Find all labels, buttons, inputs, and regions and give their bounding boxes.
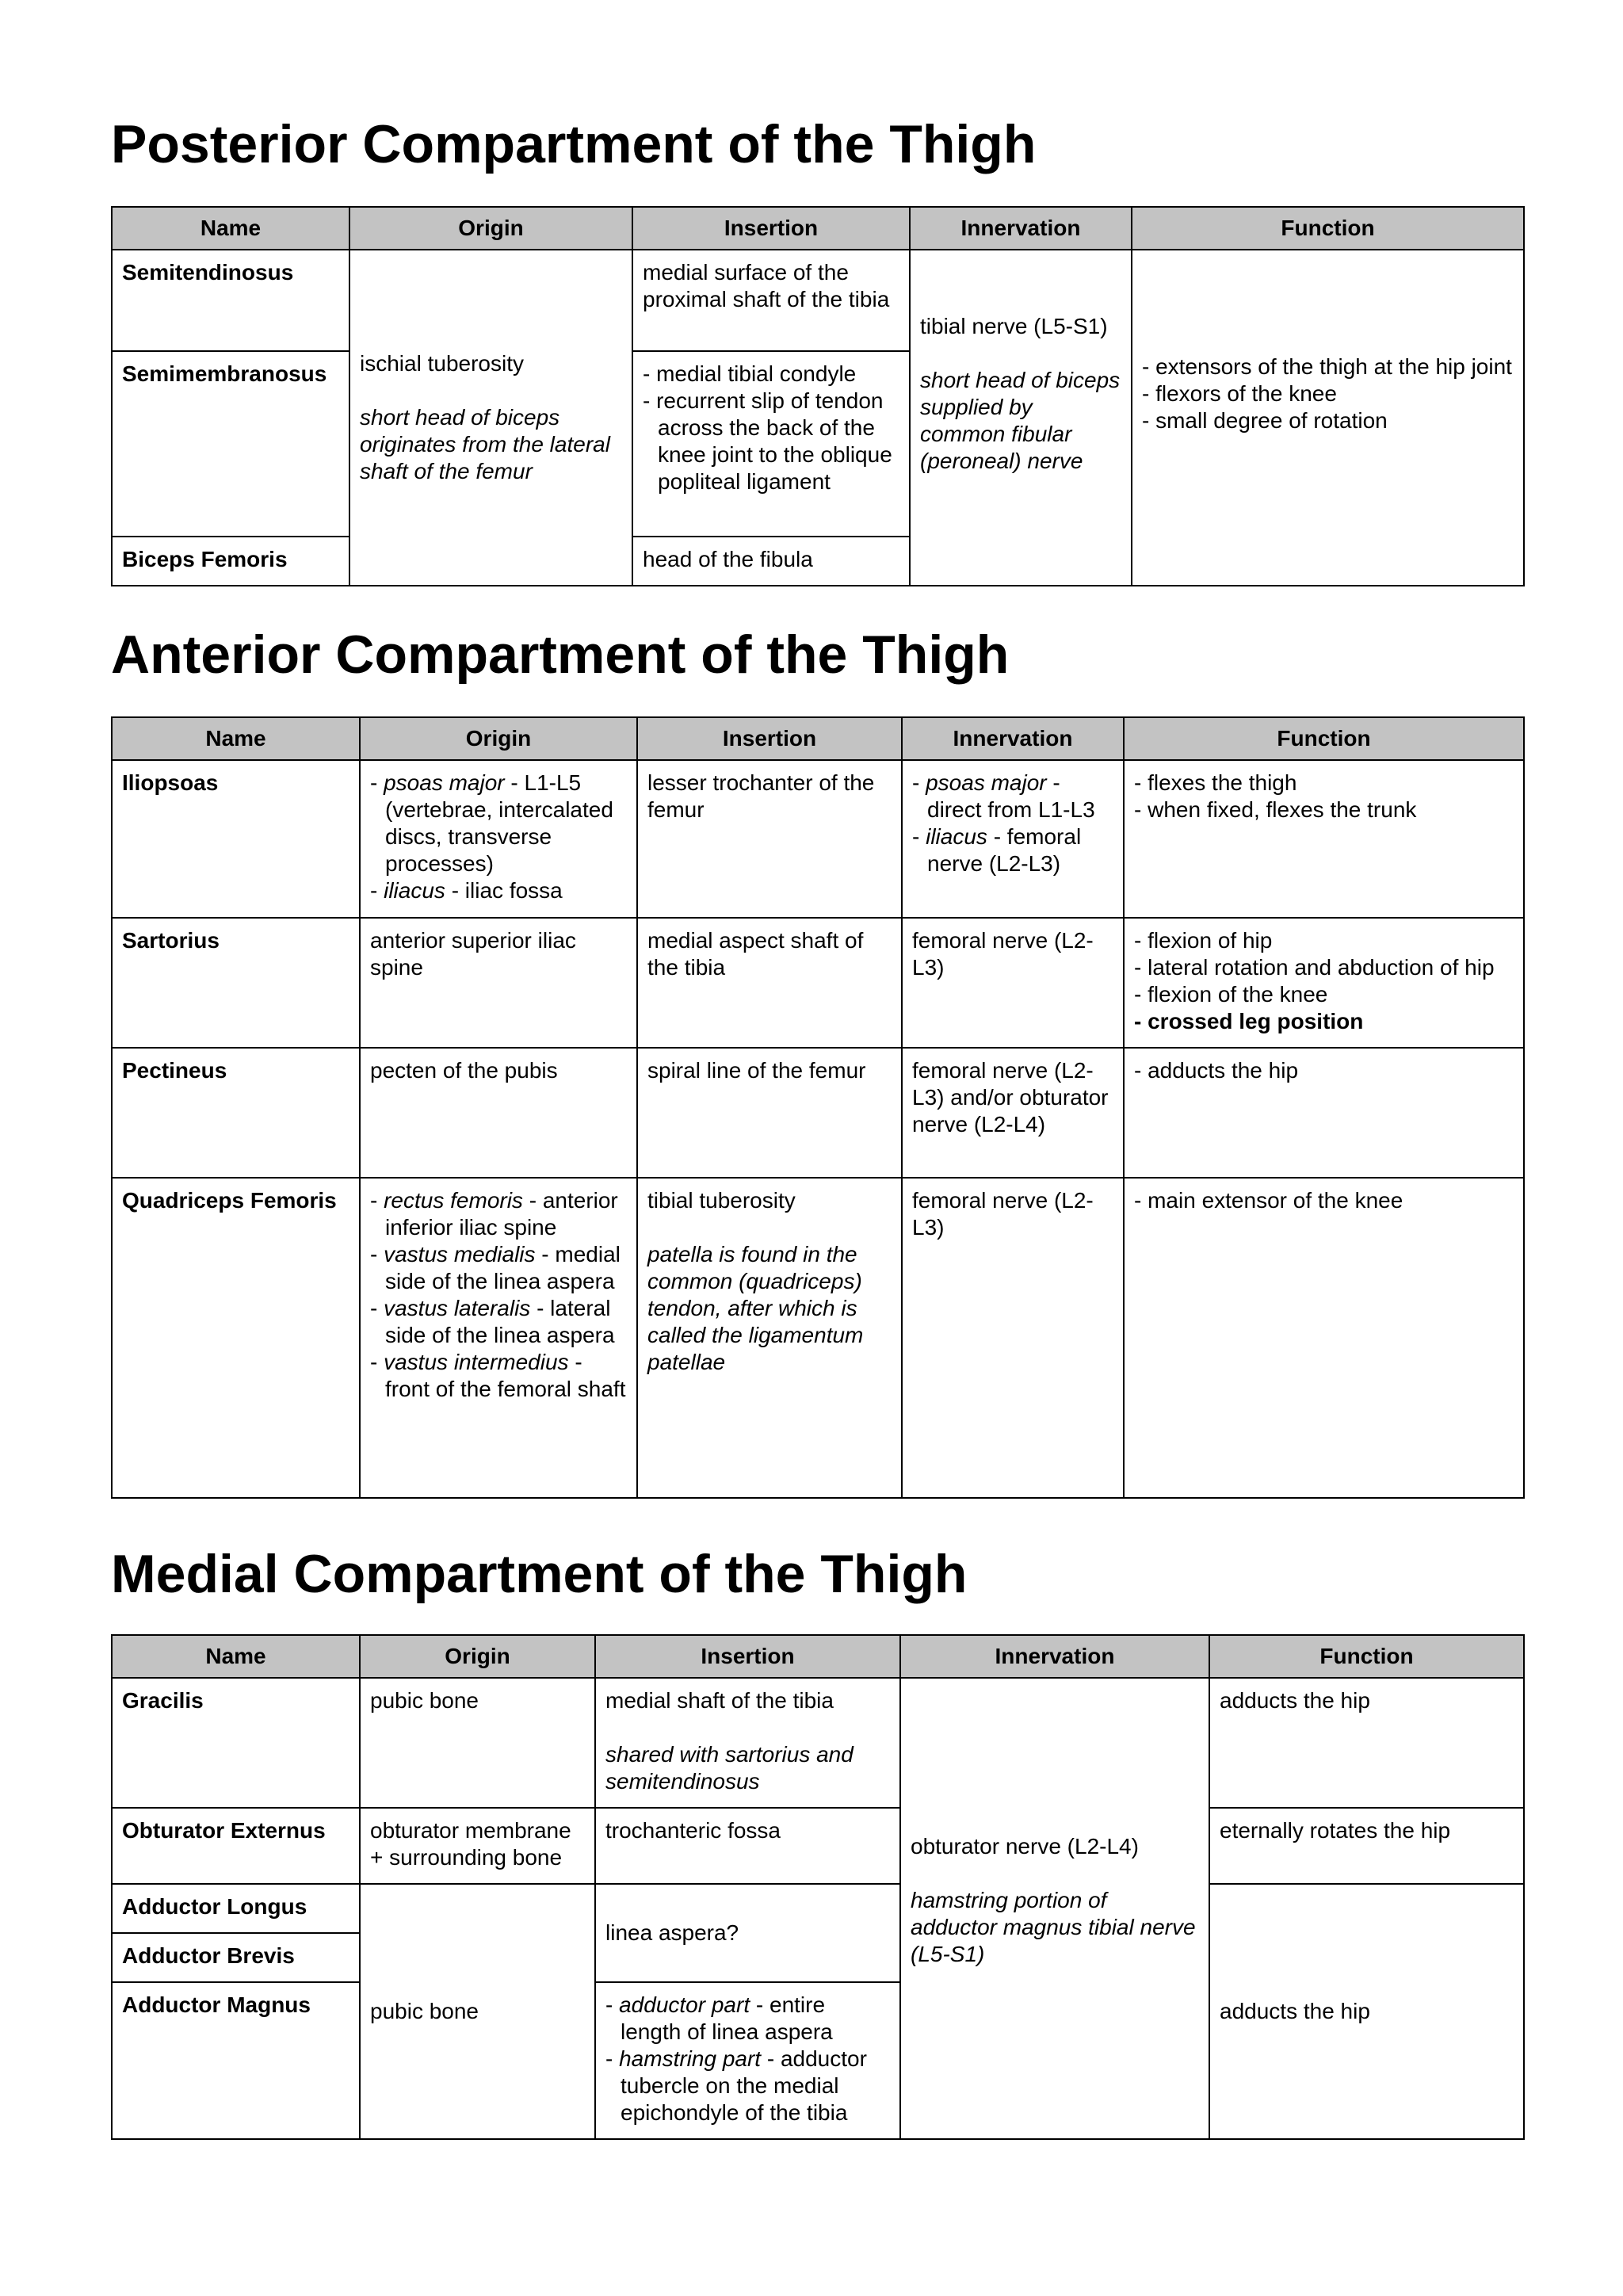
function-item-emphasis: - crossed leg position bbox=[1134, 1008, 1514, 1035]
muscle-name: Gracilis bbox=[112, 1678, 360, 1808]
posterior-table bbox=[111, 206, 1525, 586]
origin-part: iliacus bbox=[384, 878, 445, 903]
insertion-item: - medial tibial condyle bbox=[643, 361, 899, 388]
header-function: Function bbox=[1132, 207, 1524, 250]
medial-innervation-cell bbox=[900, 1678, 1209, 2139]
header-name: Name bbox=[112, 1635, 360, 1678]
function-cell bbox=[1124, 1048, 1524, 1178]
muscle-name: Quadriceps Femoris bbox=[112, 1178, 360, 1498]
header-function: Function bbox=[1124, 717, 1524, 760]
medial-table bbox=[111, 1634, 1525, 2140]
innervation-item bbox=[912, 823, 1113, 877]
posterior-title: Posterior Compartment of the Thigh bbox=[111, 114, 1037, 174]
origin-text: pubic bone bbox=[360, 1678, 595, 1808]
origin-part: psoas major bbox=[384, 770, 505, 795]
insertion-text: medial shaft of the tibia bbox=[605, 1688, 834, 1713]
origin-detail: - L1-L5 (vertebrae, intercalated discs, transverse processes) bbox=[385, 770, 613, 876]
innervation-note: short head of biceps supplied by common fibular (peroneal) nerve bbox=[920, 368, 1121, 473]
origin-text: obturator membrane + surrounding bone bbox=[360, 1808, 595, 1884]
function-text: eternally rotates the hip bbox=[1209, 1808, 1524, 1884]
medial-table-wrap bbox=[111, 1634, 1523, 2140]
origin-cell bbox=[360, 1178, 637, 1498]
muscle-name: Sartorius bbox=[112, 918, 360, 1048]
origin-text: pecten of the pubis bbox=[360, 1048, 637, 1178]
header-innervation: Innervation bbox=[900, 1635, 1209, 1678]
header-function: Function bbox=[1209, 1635, 1524, 1678]
medial-section bbox=[111, 1544, 1523, 1604]
muscle-name: Adductor Brevis bbox=[112, 1933, 360, 1982]
origin-detail: - iliac fossa bbox=[445, 878, 563, 903]
table-row bbox=[112, 1678, 1524, 1808]
innervation-item bbox=[912, 770, 1113, 823]
insertion-cell bbox=[595, 1982, 900, 2139]
function-item: - flexes the thigh bbox=[1134, 770, 1514, 797]
function-item: - extensors of the thigh at the hip joint bbox=[1142, 353, 1514, 380]
innervation-text: obturator nerve (L2-L4) bbox=[911, 1834, 1139, 1859]
innervation-detail: - direct from L1-L3 bbox=[927, 770, 1095, 822]
insertion-detail: - entire length of linea aspera bbox=[621, 1992, 833, 2044]
function-cell bbox=[1124, 1178, 1524, 1498]
table-row bbox=[112, 918, 1524, 1048]
muscle-name: Adductor Longus bbox=[112, 1884, 360, 1933]
muscle-name: Adductor Magnus bbox=[112, 1982, 360, 2139]
function-item: - small degree of rotation bbox=[1142, 407, 1514, 434]
origin-part: rectus femoris bbox=[384, 1188, 523, 1213]
header-origin: Origin bbox=[360, 1635, 595, 1678]
function-item: - flexors of the knee bbox=[1142, 380, 1514, 407]
anterior-header-row bbox=[112, 717, 1524, 760]
posterior-origin-cell bbox=[349, 250, 632, 586]
origin-item bbox=[370, 1349, 627, 1403]
header-origin: Origin bbox=[360, 717, 637, 760]
function-item: - flexion of the knee bbox=[1134, 981, 1514, 1008]
insertion-part: hamstring part bbox=[619, 2046, 762, 2071]
origin-text: anterior superior iliac spine bbox=[360, 918, 637, 1048]
header-innervation: Innervation bbox=[910, 207, 1132, 250]
anterior-table bbox=[111, 716, 1525, 1499]
insertion-cell bbox=[637, 1178, 902, 1498]
innervation-part: psoas major bbox=[926, 770, 1047, 795]
muscle-name: Semimembranosus bbox=[112, 351, 349, 537]
innervation-text: femoral nerve (L2-L3) bbox=[902, 918, 1124, 1048]
function-item: - flexion of hip bbox=[1134, 927, 1514, 954]
origin-item bbox=[370, 877, 627, 904]
anterior-title: Anterior Compartment of the Thigh bbox=[111, 625, 1010, 685]
origin-detail: - medial side of the linea aspera bbox=[385, 1242, 621, 1293]
muscle-name: Biceps Femoris bbox=[112, 537, 349, 586]
insertion-text: spiral line of the femur bbox=[637, 1048, 902, 1178]
insertion-text: tibial tuberosity bbox=[647, 1188, 796, 1213]
innervation-detail: - femoral nerve (L2-L3) bbox=[927, 824, 1082, 876]
insertion-item bbox=[605, 1992, 890, 2046]
insertion-cell bbox=[632, 351, 910, 537]
origin-part: vastus intermedius bbox=[384, 1350, 569, 1374]
function-item: - lateral rotation and abduction of hip bbox=[1134, 954, 1514, 981]
origin-item bbox=[370, 1187, 627, 1241]
insertion-part: adductor part bbox=[619, 1992, 750, 2017]
muscle-name: Pectineus bbox=[112, 1048, 360, 1178]
table-row bbox=[112, 1048, 1524, 1178]
innervation-text: femoral nerve (L2-L3) bbox=[902, 1178, 1124, 1498]
insertion-note: patella is found in the common (quadriceps) tendon, after which is called the ligamentum patellae bbox=[647, 1242, 864, 1374]
insertion-text: head of the fibula bbox=[632, 537, 910, 586]
origin-cell bbox=[360, 760, 637, 918]
function-item: - adducts the hip bbox=[1134, 1057, 1514, 1084]
origin-detail: - lateral side of the linea aspera bbox=[385, 1296, 615, 1347]
function-text: adducts the hip bbox=[1209, 1678, 1524, 1808]
posterior-section bbox=[111, 114, 1523, 174]
origin-detail: - anterior inferior iliac spine bbox=[385, 1188, 618, 1240]
origin-part: vastus lateralis bbox=[384, 1296, 531, 1320]
origin-item bbox=[370, 1295, 627, 1349]
insertion-text: trochanteric fossa bbox=[595, 1808, 900, 1884]
adductors-origin: pubic bone bbox=[360, 1884, 595, 2139]
header-innervation: Innervation bbox=[902, 717, 1124, 760]
table-row bbox=[112, 1884, 1524, 1933]
header-name: Name bbox=[112, 207, 349, 250]
insertion-text: lesser trochanter of the femur bbox=[637, 760, 902, 918]
function-cell bbox=[1124, 760, 1524, 918]
muscle-name: Semitendinosus bbox=[112, 250, 349, 351]
function-item: - main extensor of the knee bbox=[1134, 1187, 1514, 1214]
anterior-section bbox=[111, 625, 1523, 685]
medial-header-row bbox=[112, 1635, 1524, 1678]
origin-text: ischial tuberosity bbox=[360, 351, 524, 376]
innervation-note: hamstring portion of adductor magnus tibial nerve (L5-S1) bbox=[911, 1888, 1196, 1966]
muscle-name: Obturator Externus bbox=[112, 1808, 360, 1884]
insertion-detail: - adductor tubercle on the medial epichondyle of the tibia bbox=[621, 2046, 867, 2125]
header-name: Name bbox=[112, 717, 360, 760]
insertion-text: medial aspect shaft of the tibia bbox=[637, 918, 902, 1048]
insertion-text: medial surface of the proximal shaft of the tibia bbox=[632, 250, 910, 351]
innervation-cell bbox=[902, 760, 1124, 918]
anterior-table-wrap bbox=[111, 716, 1523, 1499]
table-row bbox=[112, 1178, 1524, 1498]
function-cell bbox=[1124, 918, 1524, 1048]
innervation-text: tibial nerve (L5-S1) bbox=[920, 314, 1108, 338]
insertion-item: - recurrent slip of tendon across the back of the knee joint to the oblique popliteal ligament bbox=[643, 388, 899, 495]
innervation-text: femoral nerve (L2-L3) and/or obturator nerve (L2-L4) bbox=[902, 1048, 1124, 1178]
origin-item bbox=[370, 1241, 627, 1295]
origin-note: short head of biceps originates from the lateral shaft of the femur bbox=[360, 405, 610, 483]
function-item: - when fixed, flexes the trunk bbox=[1134, 797, 1514, 823]
header-insertion: Insertion bbox=[637, 717, 902, 760]
table-row bbox=[112, 250, 1524, 351]
insertion-cell bbox=[595, 1678, 900, 1808]
adductors-function: adducts the hip bbox=[1209, 1884, 1524, 2139]
posterior-table-wrap bbox=[111, 206, 1523, 586]
header-insertion: Insertion bbox=[595, 1635, 900, 1678]
muscle-name: Iliopsoas bbox=[112, 760, 360, 918]
posterior-header-row bbox=[112, 207, 1524, 250]
posterior-function-cell bbox=[1132, 250, 1524, 586]
header-origin: Origin bbox=[349, 207, 632, 250]
origin-part: vastus medialis bbox=[384, 1242, 536, 1266]
innervation-part: iliacus bbox=[926, 824, 987, 849]
table-row bbox=[112, 1808, 1524, 1884]
origin-detail: - front of the femoral shaft bbox=[385, 1350, 626, 1401]
adductors-insertion: linea aspera? bbox=[595, 1884, 900, 1982]
table-row bbox=[112, 760, 1524, 918]
insertion-note: shared with sartorius and semitendinosus bbox=[605, 1742, 854, 1794]
insertion-item bbox=[605, 2046, 890, 2126]
header-insertion: Insertion bbox=[632, 207, 910, 250]
posterior-innervation-cell bbox=[910, 250, 1132, 586]
origin-item bbox=[370, 770, 627, 877]
medial-title: Medial Compartment of the Thigh bbox=[111, 1544, 968, 1604]
